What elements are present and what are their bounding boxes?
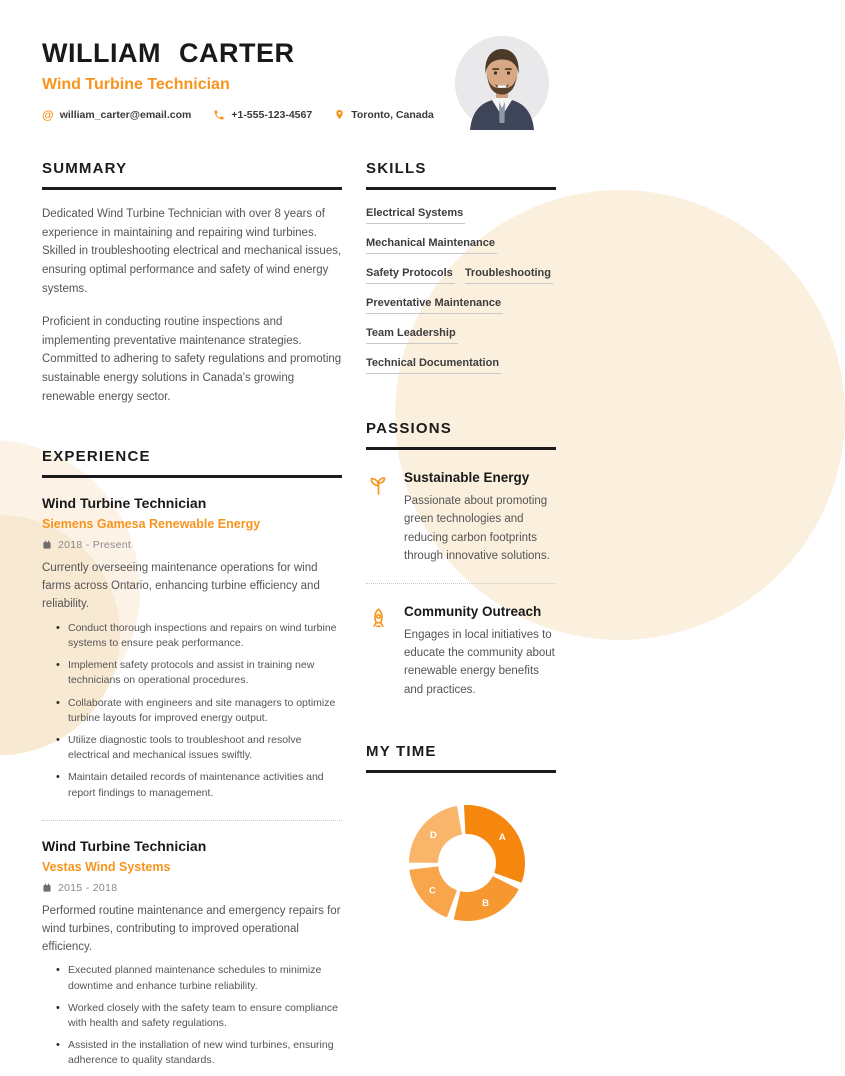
contact-email-text: william_carter@email.com: [59, 108, 192, 121]
job-bullet: • Maintain detailed records of maintenance activities and report findings to management.: [56, 770, 342, 800]
donut-segment-label: D: [429, 830, 437, 842]
contact-location-text: Toronto, Canada: [351, 108, 434, 121]
donut-segment: [464, 805, 525, 883]
passion-item: [366, 604, 556, 700]
job-bullet: • Executed planned maintenance schedules to minimize downtime and enhance turbine reliability.: [56, 963, 342, 993]
passions-heading: PASSIONS: [366, 420, 556, 450]
job-title: Wind Turbine Technician: [42, 495, 207, 512]
avatar: [455, 36, 549, 130]
company-name: Vestas Wind Systems: [42, 859, 171, 874]
calendar-icon: [42, 883, 52, 893]
contact-phone-text: +1-555-123-4567: [231, 108, 313, 121]
job-bullet: • Assisted in the installation of new wind turbines, ensuring adherence to quality standards.: [56, 1038, 342, 1068]
donut-segment-label: C: [428, 885, 436, 897]
skill-item: Safety Protocols: [366, 267, 455, 284]
right-column: [366, 160, 556, 1076]
job-summary: Currently overseeing maintenance operations for wind farms across Ontario, enhancing turbine efficiency and reliability.: [42, 562, 320, 610]
donut-segment-label: A: [498, 832, 506, 844]
person-job-title: Wind Turbine Technician: [42, 76, 230, 93]
job-dates: [42, 539, 342, 551]
email-icon: @: [42, 107, 54, 122]
my-time-chart-wrap: [366, 783, 556, 948]
person-name: WILLIAM CARTER: [42, 38, 295, 68]
my-time-heading: MY TIME: [366, 743, 556, 773]
job-bullet: • Worked closely with the safety team to ensure compliance with health and safety regulations.: [56, 1001, 342, 1031]
header-identity: [42, 36, 434, 121]
skill-item: Troubleshooting: [465, 267, 553, 284]
job-dates-text: 2018 - Present: [58, 539, 132, 552]
seedling-icon: [366, 470, 391, 566]
passion-text: Passionate about promoting green technologies and reducing carbon footprints through innovative solutions.: [404, 495, 550, 563]
donut-segment-label: B: [482, 898, 490, 910]
calendar-icon: [42, 540, 52, 550]
job-bullet: • Collaborate with engineers and site managers to optimize turbine layouts for improved energy output.: [56, 696, 342, 726]
job-dates: [42, 882, 342, 894]
location-icon: [334, 108, 345, 121]
divider: [366, 583, 556, 584]
job-bullet-list: [42, 621, 342, 801]
skill-item: Technical Documentation: [366, 357, 501, 374]
left-column: [42, 160, 342, 1076]
skills-list: [366, 207, 556, 374]
skills-heading: SKILLS: [366, 160, 556, 190]
passion-content: [404, 604, 556, 700]
job-bullet-list: [42, 963, 342, 1068]
passions-section: [366, 420, 556, 699]
header: [42, 36, 556, 130]
contact-phone[interactable]: [213, 109, 312, 121]
experience-section: [42, 448, 342, 1068]
job-bullet: • Utilize diagnostic tools to troubleshoot and resolve electrical and mechanical issues swiftly.: [56, 733, 342, 763]
phone-icon: [213, 109, 225, 121]
job-summary: Performed routine maintenance and emergency repairs for wind turbines, contributing to improved operational efficiency.: [42, 904, 341, 953]
divider: [42, 820, 342, 821]
company-name: Siemens Gamesa Renewable Energy: [42, 517, 261, 532]
passion-content: [404, 470, 556, 566]
experience-entry: [42, 838, 342, 1069]
passion-text: Engages in local initiatives to educate the community about renewable energy benefits and practices.: [404, 628, 555, 696]
summary-section: [42, 160, 342, 406]
skill-item: Preventative Maintenance: [366, 297, 503, 314]
summary-paragraph: Dedicated Wind Turbine Technician with over 8 years of experience in maintaining and repairing wind turbines. Skilled in troubleshooting electrical and mechanical issues, ensuring optimal performance and safety of wind energy systems.: [42, 208, 342, 295]
passion-title: Sustainable Energy: [404, 470, 530, 485]
experience-entry: [42, 495, 342, 801]
job-title: Wind Turbine Technician: [42, 837, 207, 854]
job-dates-text: 2015 - 2018: [58, 881, 118, 894]
contact-row: [42, 108, 434, 121]
skills-section: [366, 160, 556, 374]
contact-email[interactable]: [42, 109, 191, 121]
experience-heading: EXPERIENCE: [42, 448, 342, 478]
job-bullet: • Conduct thorough inspections and repairs on wind turbine systems to ensure peak performance.: [56, 621, 342, 651]
passion-item: [366, 470, 556, 566]
skill-item: Team Leadership: [366, 327, 458, 344]
summary-heading: SUMMARY: [42, 160, 342, 190]
job-bullet: • Implement safety protocols and assist in training new technicians on operational procedures.: [56, 658, 342, 688]
my-time-section: [366, 743, 556, 948]
passion-title: Community Outreach: [404, 603, 542, 619]
skill-item: Mechanical Maintenance: [366, 237, 497, 254]
rocket-icon: [366, 604, 391, 700]
skill-item: Electrical Systems: [366, 207, 465, 224]
summary-paragraph: Proficient in conducting routine inspections and implementing preventative maintenance strategies. Committed to adhering to safety regulations and promoting sustainable energy solutions in Canada's growing renewable energy sector.: [42, 316, 342, 403]
my-time-donut-chart: [387, 783, 547, 943]
contact-location[interactable]: [334, 108, 434, 121]
